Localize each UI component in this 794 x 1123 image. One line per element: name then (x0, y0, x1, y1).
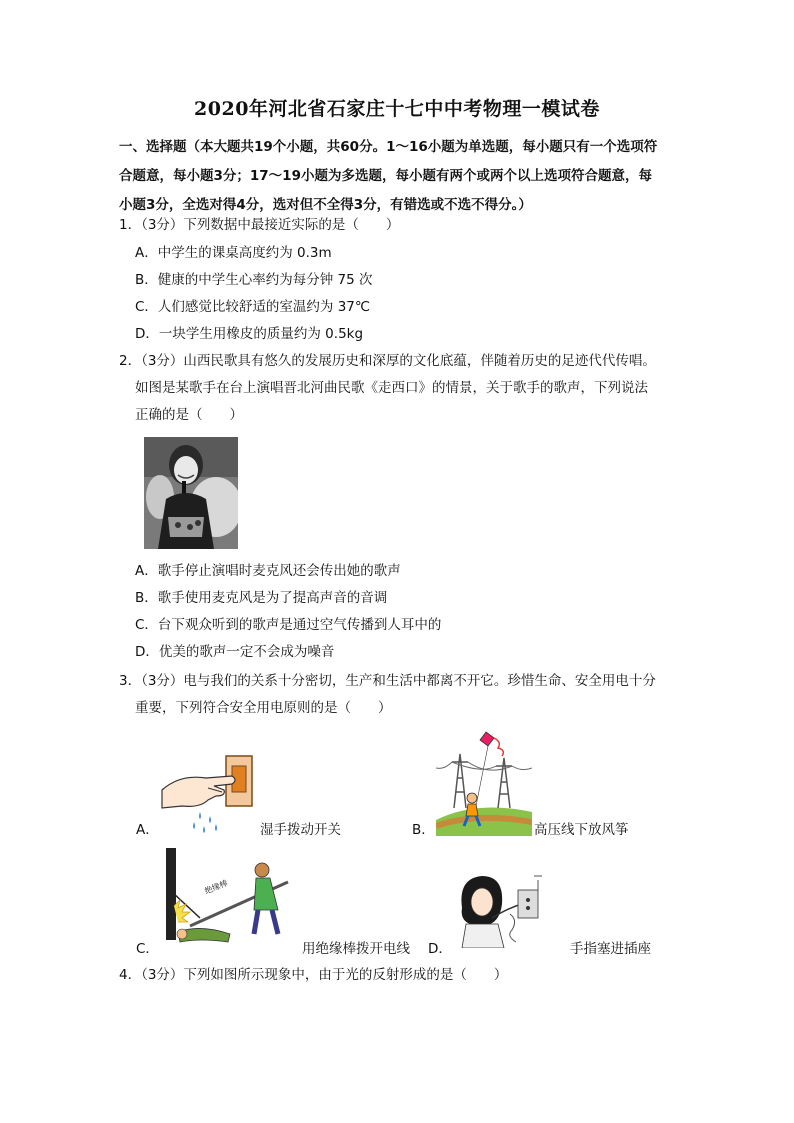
q2-option-a: A．歌手停止演唱时麦克风还会传出她的歌声 (135, 563, 401, 579)
q3-caption-b: 高压线下放风筝 (534, 822, 629, 838)
question-4-stem: 4．（3分）下列如图所示现象中，由于光的反射形成的是（ ） (119, 967, 508, 983)
section-line: 小题3分，全选对得4分，选对但不全得3分，有错选或不选不得分。） (119, 197, 532, 213)
section-line: 合题意，每小题3分；17～19小题为多选题，每小题有两个或两个以上选项符合题意，每 (119, 168, 652, 184)
q3-caption-c: 用绝缘棒拨开电线 (302, 941, 410, 957)
question-3-stem-cont: 重要，下列符合安全用电原则的是（ ） (135, 700, 392, 716)
question-1-stem: 1．（3分）下列数据中最接近实际的是（ ） (119, 217, 400, 233)
q1-option-c: C．人们感觉比较舒适的室温约为 37℃ (135, 299, 371, 315)
q2-option-c: C．台下观众听到的歌声是通过空气传播到人耳中的 (135, 617, 442, 633)
section-line: 一、选择题（本大题共19个小题，共60分。1～16小题为单选题，每小题只有一个选项符 (119, 139, 658, 155)
q1-option-d: D．一块学生用橡皮的质量约为 0.5kg (135, 326, 364, 342)
q3-option-c-letter: C． (136, 941, 159, 957)
q3-option-b-letter: B． (412, 822, 435, 838)
q3-caption-a: 湿手拨动开关 (260, 822, 341, 838)
q3-option-a-letter: A． (136, 822, 159, 838)
question-2-stem-cont: 如图是某歌手在台上演唱晋北河曲民歌《走西口》的情景，关于歌手的歌声，下列说法 (135, 380, 648, 396)
question-2-stem-cont: 正确的是（ ） (135, 407, 243, 423)
q3-option-d-letter: D． (428, 941, 452, 957)
section-instructions (119, 133, 679, 220)
page-title: 2020年河北省石家庄十七中中考物理一模试卷 (194, 98, 600, 120)
insulating-rod-image (160, 848, 300, 948)
question-3-stem: 3．（3分）电与我们的关系十分密切，生产和生活中都离不开它。珍惜生命、安全用电十分 (119, 673, 656, 689)
q1-option-b: B．健康的中学生心率约为每分钟 75 次 (135, 272, 373, 288)
q2-option-d: D．优美的歌声一定不会成为噪音 (135, 644, 335, 660)
q3-caption-d: 手指塞进插座 (570, 941, 651, 957)
kite-power-line-image (436, 728, 532, 836)
q1-option-a: A．中学生的课桌高度约为 0.3m (135, 245, 332, 261)
wet-hand-switch-image (160, 750, 270, 836)
question-2-stem: 2．（3分）山西民歌具有悠久的发展历史和深厚的文化底蕴，伴随着历史的足迹代代传唱。 (119, 353, 656, 369)
finger-socket-image (452, 868, 552, 948)
q2-option-b: B．歌手使用麦克风是为了提高声音的音调 (135, 590, 388, 606)
singer-photo (144, 437, 238, 549)
rod-label: 绝缘棒 (203, 878, 230, 896)
